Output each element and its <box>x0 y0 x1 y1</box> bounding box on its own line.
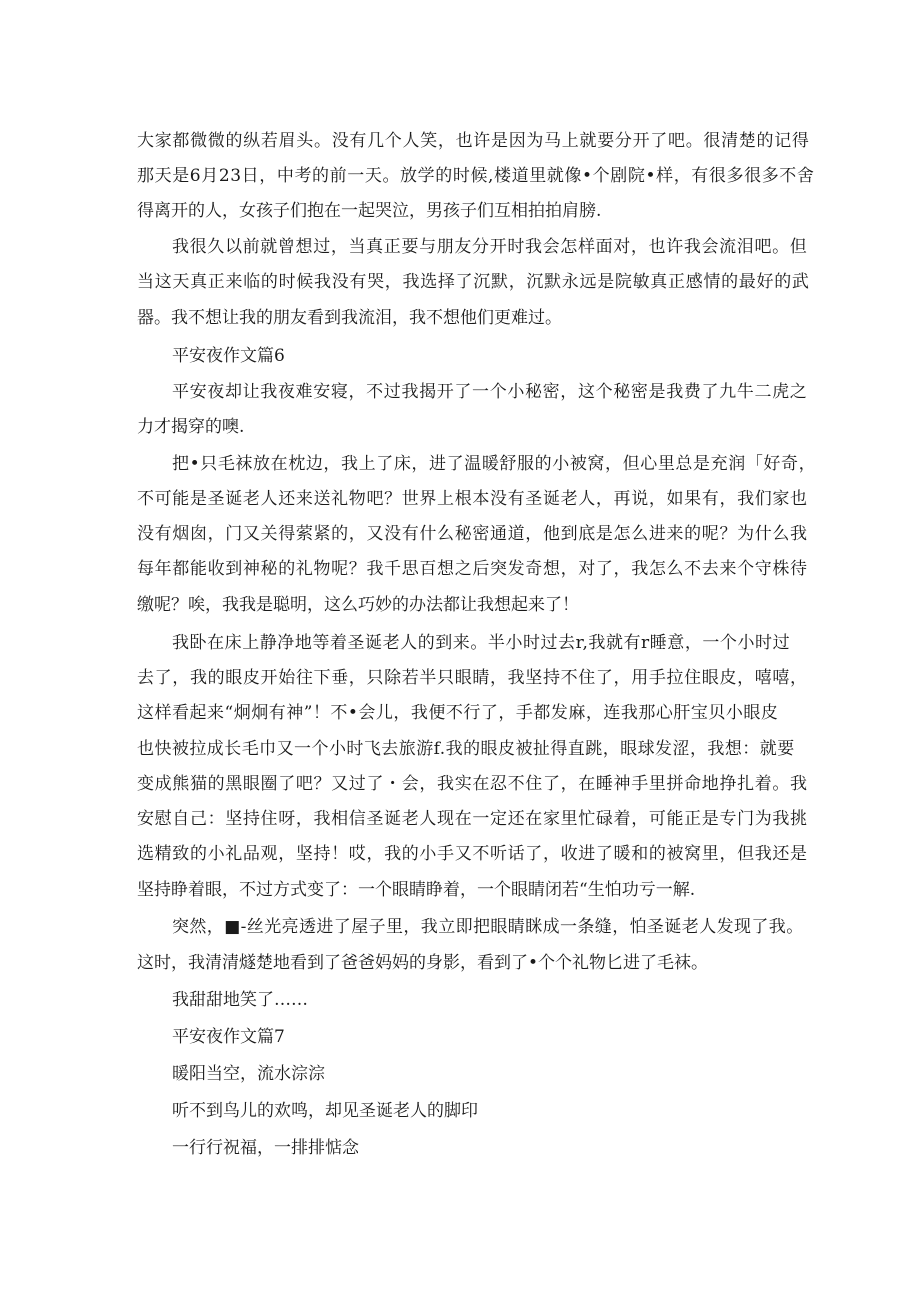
text-line: 坚持睁着眼，不过方式变了：一个眼睛睁着，一个眼睛闭若“生怕功亏一解. <box>137 880 696 900</box>
text-line: 安慰自己：坚持住呀，我相信圣诞老人现在一定还在家里忙碌着，可能正是专门为我挑 <box>137 809 808 829</box>
text-line: 器。我不想让我的朋友看到我流泪，我不想他们更难过。 <box>137 308 562 328</box>
text-line: 得离开的人，女孩子们抱在一起哭泣，男孩子们互相拍拍肩膀. <box>137 201 602 221</box>
text-line: 把•只毛袜放在枕边，我上了床，进了温暖舒服的小被窝，但心里总是充润「好奇， <box>172 454 817 474</box>
text-line: 平安夜却让我夜难安寝，不过我揭开了一个小秘密，这个秘密是我费了九牛二虎之 <box>172 382 808 402</box>
text-line: 大家都微微的纵若眉头。没有几个人笑，也许是因为马上就要分开了吧。很清楚的记得 <box>137 131 810 151</box>
text-line: 也快被拉成长毛巾又一个小时飞去旅游f.我的眼皮被扯得直跳，眼球发涩，我想：就要 <box>137 739 795 759</box>
text-line: 我很久以前就曾想过，当真正要与朋友分开时我会怎样面对，也许我会流泪吧。但 <box>172 237 808 257</box>
text-line: 不可能是圣诞老人还来送礼物吧？世界上根本没有圣诞老人，再说，如果有，我们家也 <box>137 489 808 509</box>
text-line: 这样看起来“炯炯有神”！不•会儿，我便不行了，手都发麻，连我那心肝宝贝小眼皮 <box>137 703 779 723</box>
text-line: 当这天真正来临的时候我没有哭，我选择了沉默，沉默永远是院敏真正感情的最好的武 <box>137 272 810 292</box>
text-line: 那天是6月23日，中考的前一天。放学的时候,楼道里就像•个剧院•样，有很多很多不舍 <box>137 166 815 186</box>
text-line: 这时，我清清燧楚地看到了爸爸妈妈的身影，看到了•个个礼物匕进了毛袜。 <box>137 953 709 973</box>
section-heading: 平安夜作文篇7 <box>172 1027 285 1047</box>
text-line: 听不到鸟儿的欢鸣，却见圣诞老人的脚印 <box>172 1101 478 1121</box>
text-line: 突然，■-丝光亮透进了屋子里，我立即把眼睛眯成一条缝，怕圣诞老人发现了我。 <box>172 917 804 937</box>
text-line: 变成熊猫的黑眼圈了吧？又过了・会，我实在忍不住了，在睡神手里拼命地挣扎着。我 <box>137 774 808 794</box>
text-line: 缴呢？唉，我我是聪明，这么巧妙的办法都让我想起来了！ <box>137 595 579 615</box>
text-line: 力才揭穿的噢. <box>137 417 245 437</box>
text-line: 没有烟囱，门又关得萦紧的，又没有什么秘密通道，他到底是怎么进来的呢？为什么我 <box>137 524 808 544</box>
text-line: 我甜甜地笑了…… <box>172 990 308 1010</box>
text-line: 一行行祝福，一排排惦念 <box>172 1138 359 1158</box>
text-line: 我卧在床上静净地等着圣诞老人的到来。半小时过去r,我就有r睡意，一个小时过 <box>172 633 791 653</box>
section-heading: 平安夜作文篇6 <box>172 346 285 366</box>
text-line: 暖阳当空，流水淙淙 <box>172 1064 325 1084</box>
text-line: 每年都能收到神秘的礼物呢？我千思百想之后突发奇想，对了，我怎么不去来个守株待 <box>137 559 808 579</box>
text-line: 选精致的小礼品观，坚持！哎，我的小手又不听话了，收进了暖和的被窝里，但我还是 <box>137 844 808 864</box>
text-line: 去了，我的眼皮开始往下垂，只除若半只眼睛，我坚持不住了，用手拉住眼皮，嘻嘻， <box>137 668 808 688</box>
